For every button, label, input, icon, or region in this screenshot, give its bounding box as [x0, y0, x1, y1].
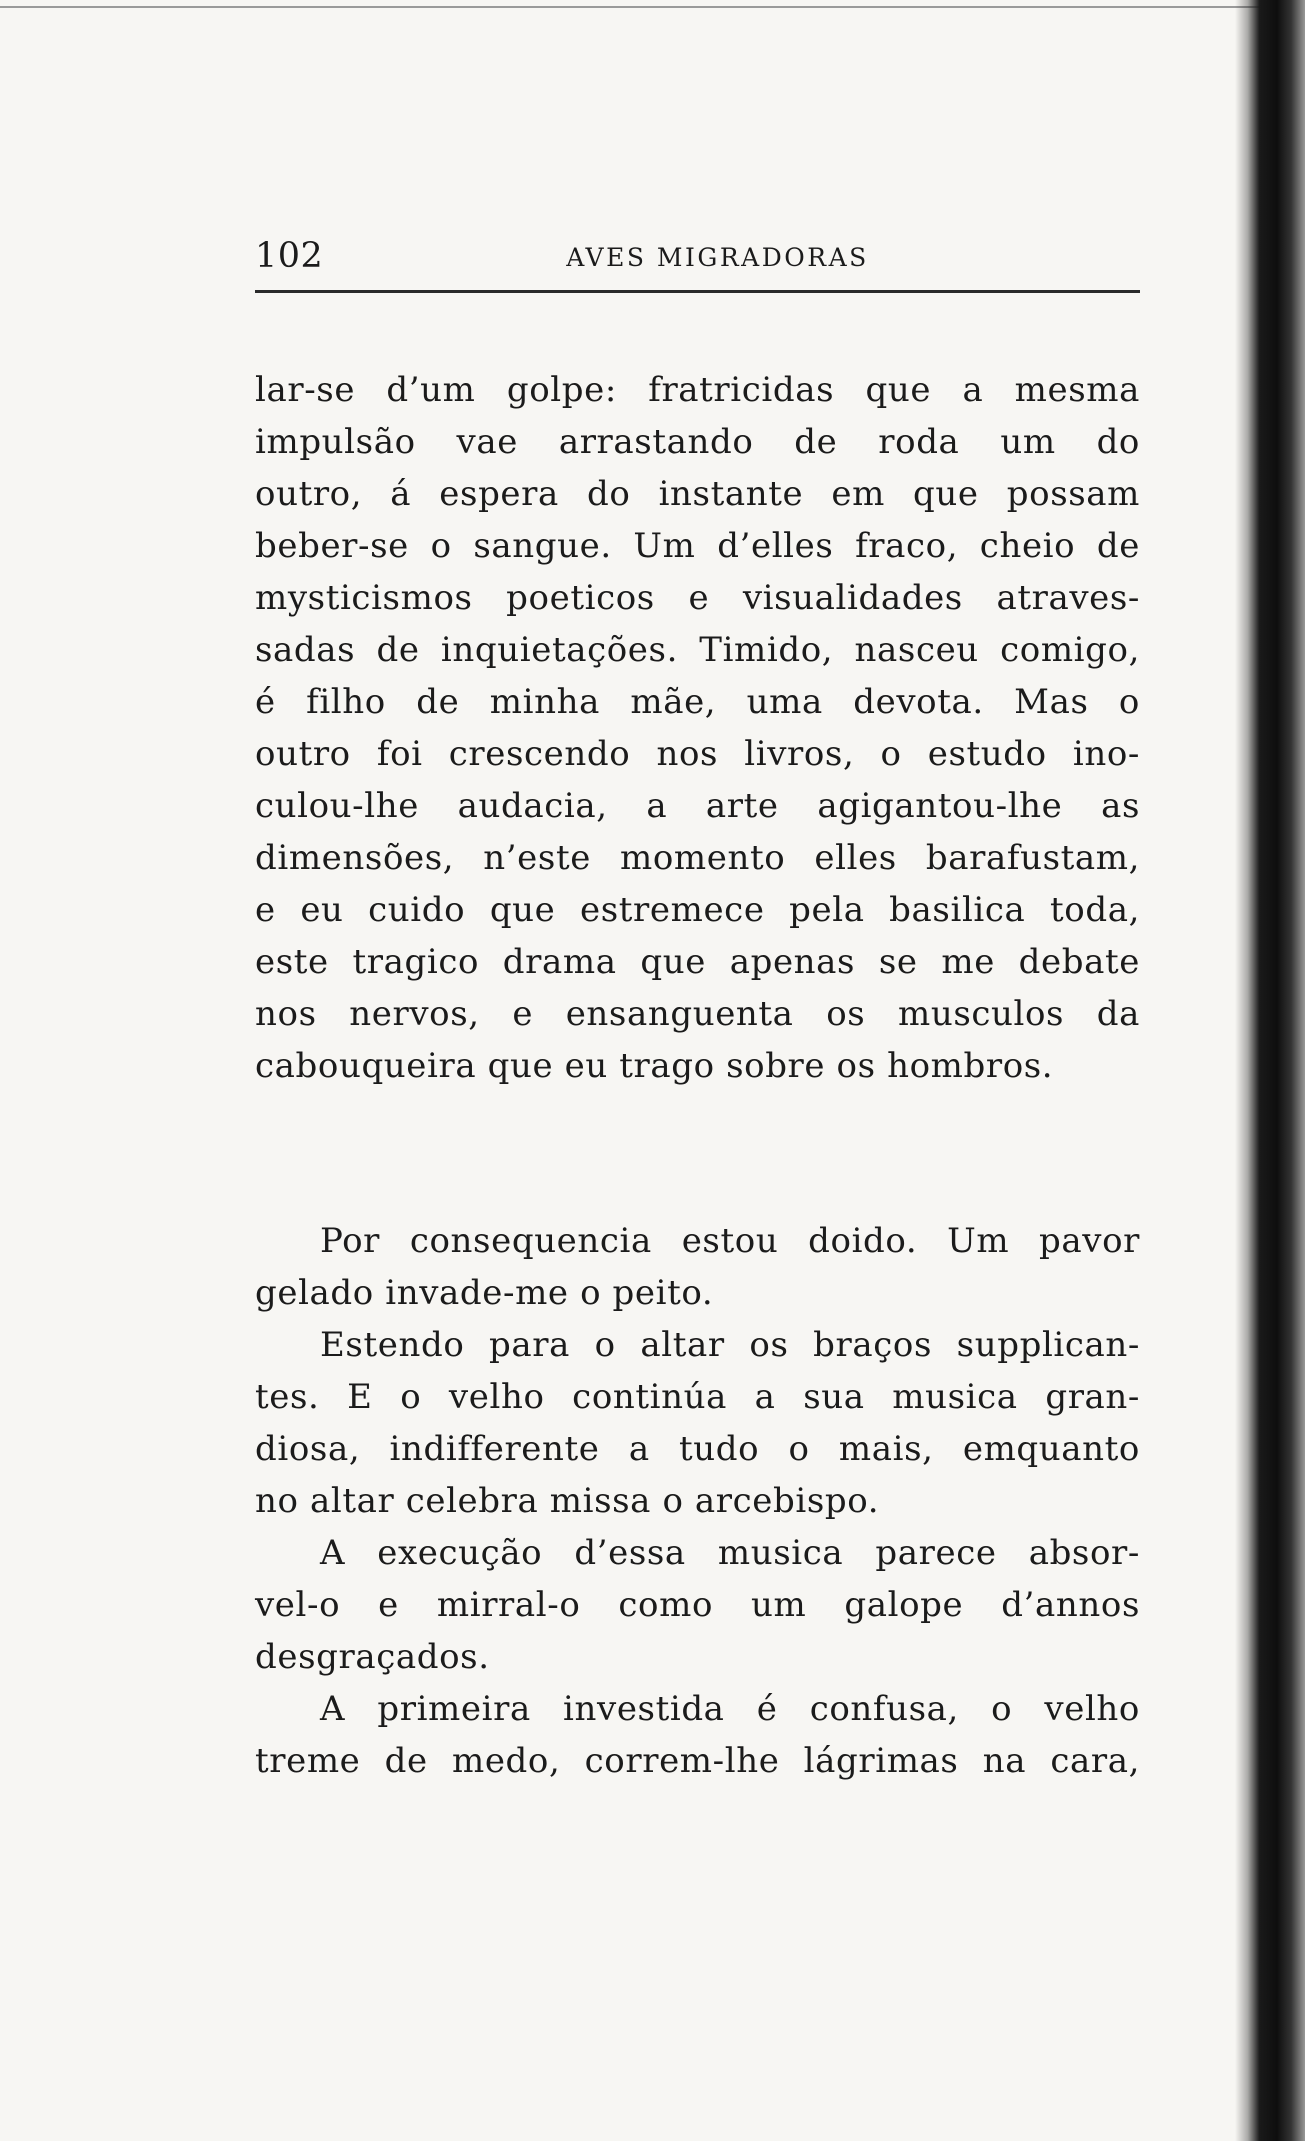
book-binding-shadow [1235, 0, 1305, 2141]
text-line: no altar celebra missa o arcebispo. [255, 1481, 880, 1521]
paragraph-3 [255, 1319, 1140, 1527]
text-line: e eu cuido que estremece pela basilica toda, [255, 890, 1140, 930]
text-line: nos nervos, e ensanguenta os musculos da [255, 994, 1140, 1034]
text-line: outro, á espera do instante em que possam [255, 474, 1140, 514]
text-line: este tragico drama que apenas se me debate [255, 942, 1140, 982]
text-continuation [255, 1215, 1140, 1787]
page-number: 102 [255, 236, 324, 276]
paragraph-4 [255, 1527, 1140, 1683]
text-line: diosa, indifferente a tudo o mais, emquanto [255, 1429, 1140, 1469]
text-line: beber-se o sangue. Um d’elles fraco, cheio de [255, 526, 1140, 566]
page-top-edge [0, 6, 1270, 8]
text-line: Estendo para o altar os braços supplican- [320, 1325, 1140, 1365]
text-line: A execução d’essa musica parece absor- [320, 1533, 1140, 1573]
paragraph-1 [255, 364, 1140, 1092]
paragraph-5 [255, 1683, 1140, 1787]
text-line: lar-se d’um golpe: fratricidas que a mesma [255, 370, 1140, 410]
text-line: mysticismos poeticos e visualidades atraves- [255, 578, 1140, 618]
text-line: A primeira investida é confusa, o velho [320, 1689, 1140, 1729]
page-header [255, 232, 1140, 282]
text-line: tes. E o velho continúa a sua musica gran- [255, 1377, 1140, 1417]
text-line: desgraçados. [255, 1637, 490, 1677]
text-line: treme de medo, correm-lhe lágrimas na cara, [255, 1741, 1140, 1781]
paragraph-2 [255, 1215, 1140, 1319]
header-rule [255, 290, 1140, 293]
text-line: vel-o e mirral-o como um galope d’annos [255, 1585, 1140, 1625]
running-title: AVES MIGRADORAS [566, 243, 869, 272]
text-line: gelado invade-me o peito. [255, 1273, 714, 1313]
text-line: outro foi crescendo nos livros, o estudo ino- [255, 734, 1140, 774]
text-line: sadas de inquietações. Timido, nasceu comigo, [255, 630, 1140, 670]
text-line: impulsão vae arrastando de roda um do [255, 422, 1140, 462]
text-line: dimensões, n’este momento elles barafustam, [255, 838, 1140, 878]
text-line: Por consequencia estou doido. Um pavor [320, 1221, 1140, 1261]
text-line: é filho de minha mãe, uma devota. Mas o [255, 682, 1140, 722]
text-line: cabouqueira que eu trago sobre os hombros. [255, 1046, 1054, 1086]
text-line: culou-lhe audacia, a arte agigantou-lhe as [255, 786, 1140, 826]
